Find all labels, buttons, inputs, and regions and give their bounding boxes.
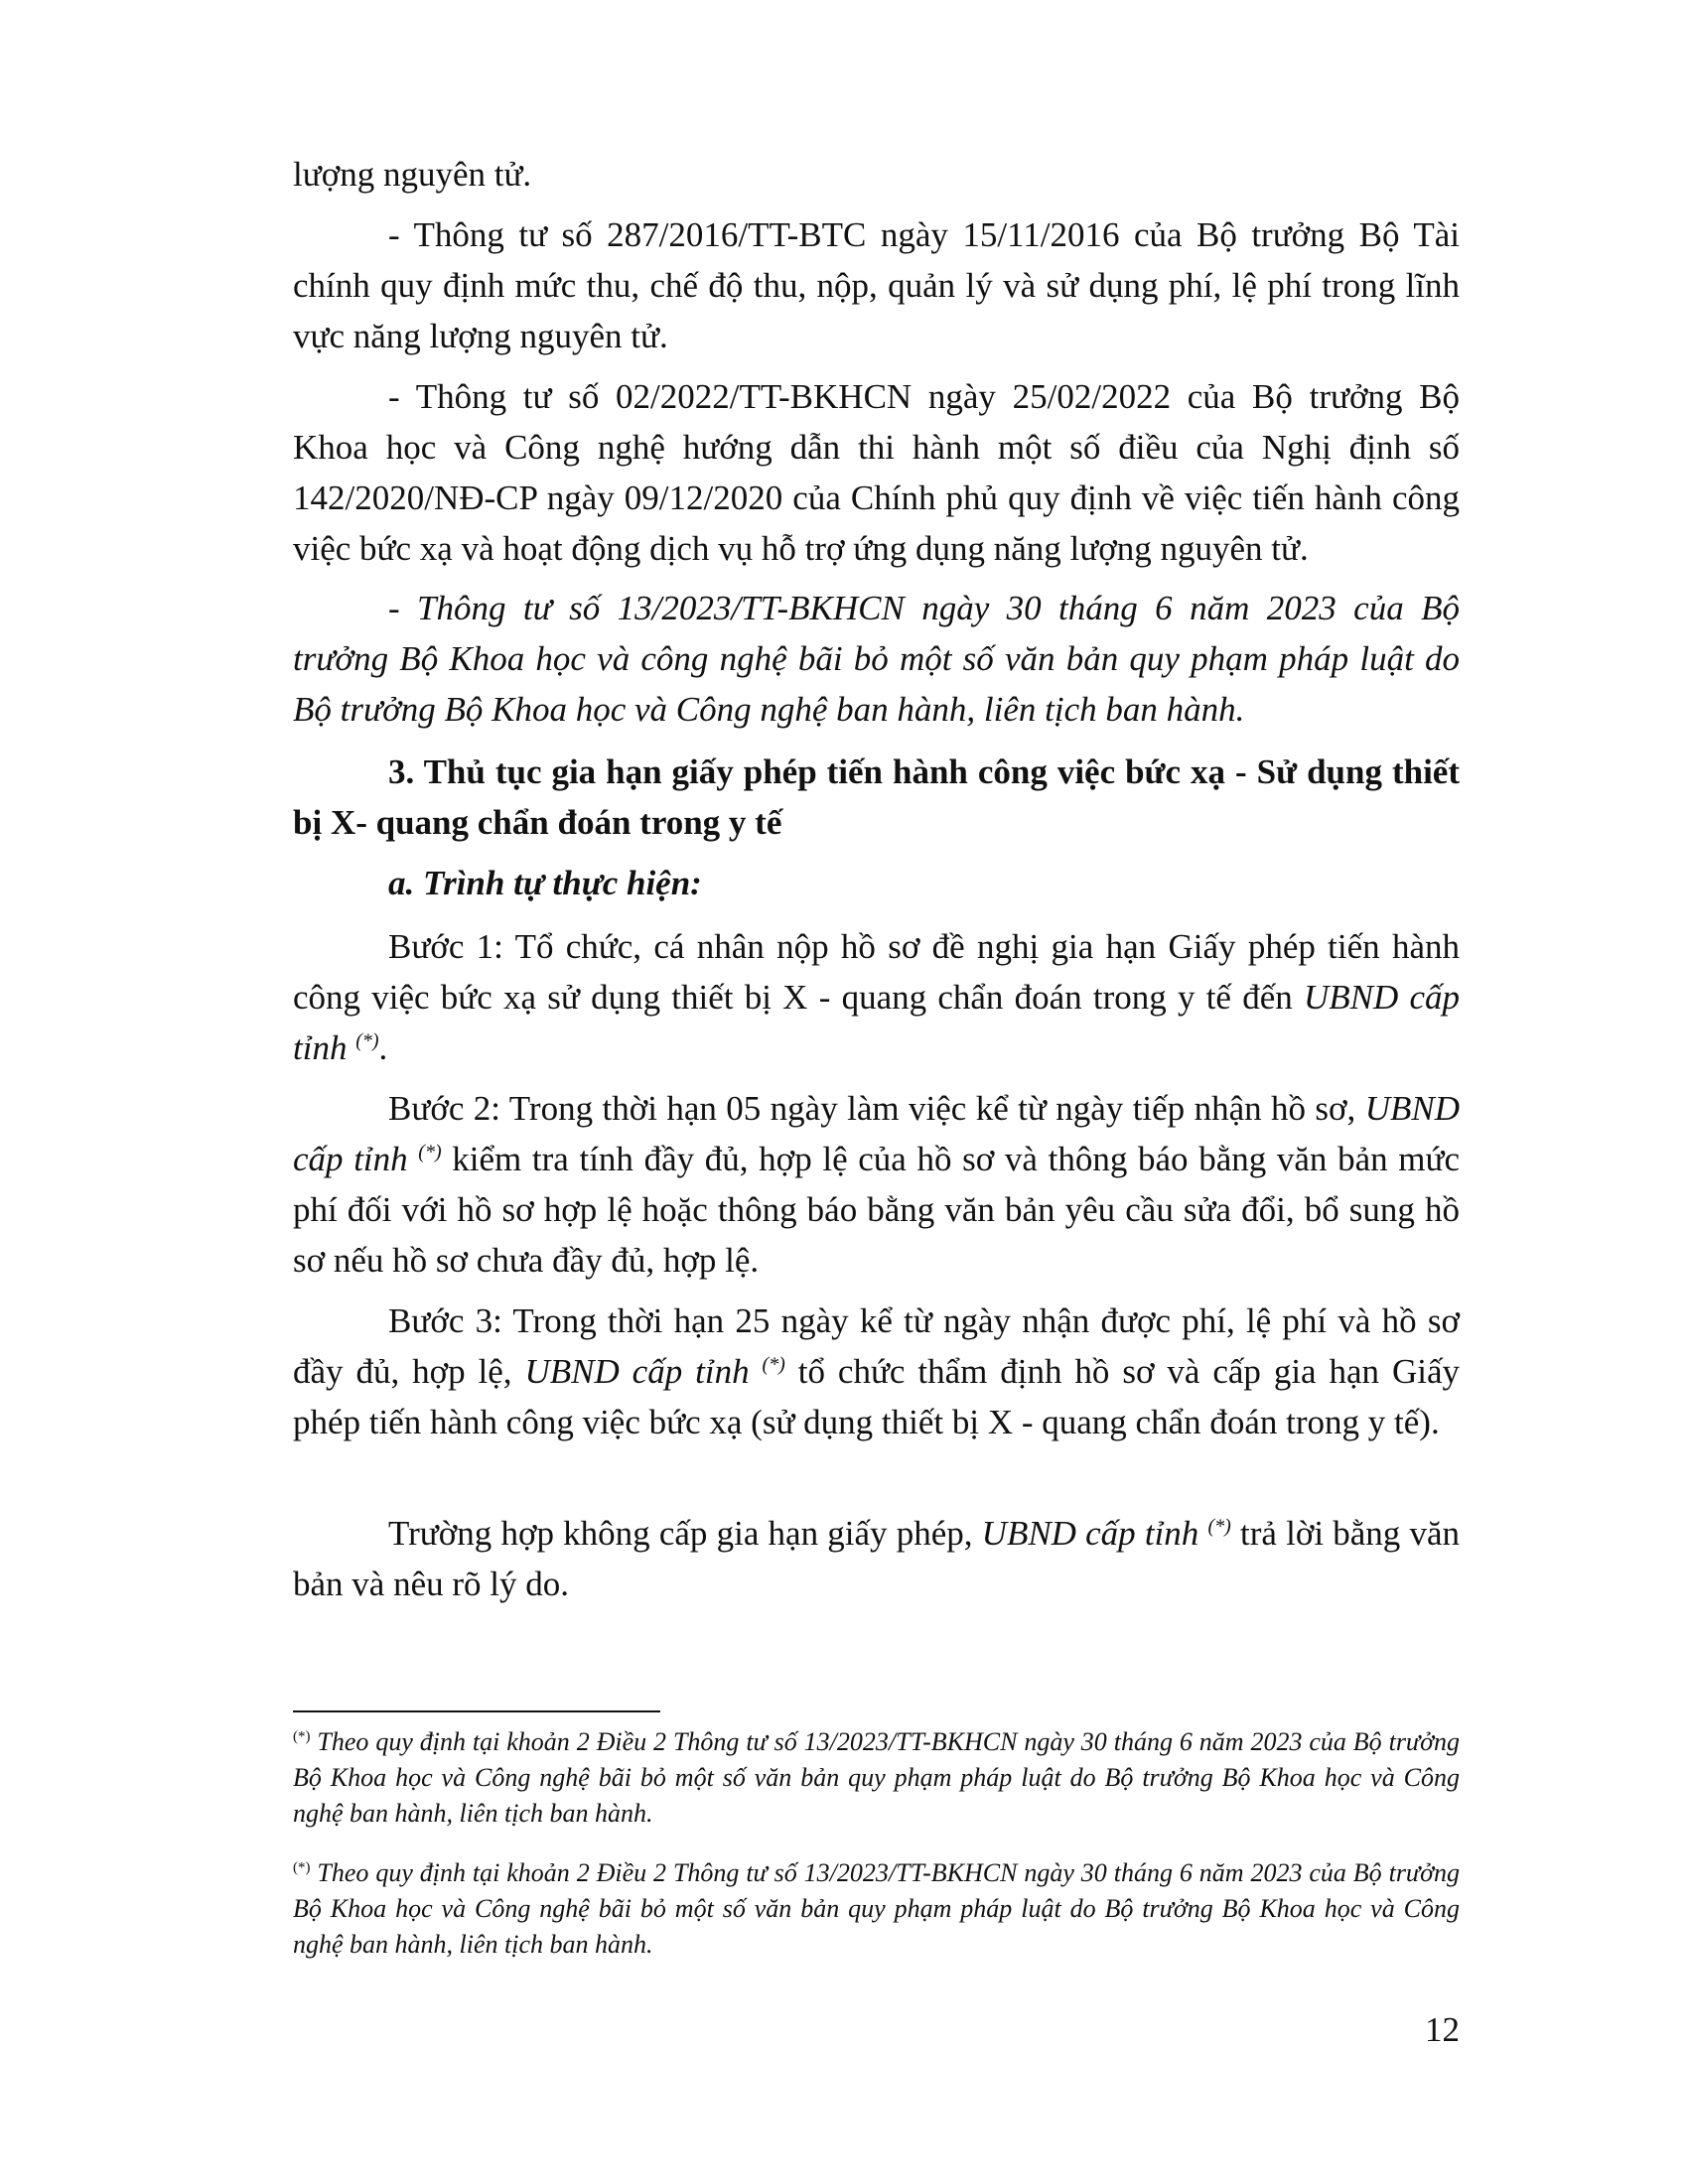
step-1-end: .: [378, 1028, 388, 1067]
refusal-authority: UBND cấp tỉnh: [981, 1514, 1199, 1553]
section-heading: 3. Thủ tục gia hạn giấy phép tiến hành công việc bức xạ - Sử dụng thiết bị X- quang chẩn đoán trong y tế: [293, 752, 1460, 842]
step-2-text: Bước 2: Trong thời hạn 05 ngày làm việc kể từ ngày tiếp nhận hồ sơ,: [388, 1089, 1365, 1128]
step-2-ref-mark: (*): [418, 1141, 442, 1163]
footnote-1-text: Theo quy định tại khoản 2 Điều 2 Thông tư số 13/2023/TT-BKHCN ngày 30 tháng 6 năm 2023 của Bộ trưởng Bộ Khoa học và Công nghệ bãi bỏ một số văn bản quy phạm pháp luật do Bộ trưởng Bộ Khoa học và Công nghệ ban hành, liên tịch ban hành.: [293, 1727, 1460, 1828]
step-1-paragraph: [293, 921, 1460, 1073]
step-2-end: kiểm tra tính đầy đủ, hợp lệ của hồ sơ và thông báo bằng văn bản mức phí đối với hồ sơ hợp lệ hoặc thông báo bằng văn bản yêu cầu sửa đổi, bổ sung hồ sơ nếu hồ sơ chưa đầy đủ, hợp lệ.: [293, 1140, 1460, 1280]
footnote-2-text: Theo quy định tại khoản 2 Điều 2 Thông tư số 13/2023/TT-BKHCN ngày 30 tháng 6 năm 2023 của Bộ trưởng Bộ Khoa học và Công nghệ bãi bỏ một số văn bản quy phạm pháp luật do Bộ trưởng Bộ Khoa học và Công nghệ ban hành, liên tịch ban hành.: [293, 1858, 1460, 1959]
step-2-paragraph: [293, 1083, 1460, 1286]
paragraph-circular-287: - Thông tư số 287/2016/TT-BTC ngày 15/11/2016 của Bộ trưởng Bộ Tài chính quy định mức thu, chế độ thu, nộp, quản lý và sử dụng phí, lệ phí trong lĩnh vực năng lượng nguyên tử.: [293, 215, 1460, 355]
step-3-authority: UBND cấp tỉnh: [524, 1352, 750, 1391]
subsection-heading: a. Trình tự thực hiện:: [388, 864, 702, 902]
footnote-separator: [293, 1710, 660, 1712]
step-1-authority: UBND cấp tỉnh: [293, 978, 1461, 1067]
paragraph-circular-02: - Thông tư số 02/2022/TT-BKHCN ngày 25/02/2022 của Bộ trưởng Bộ Khoa học và Công nghệ hướng dẫn thi hành một số điều của Nghị định số 142/2020/NĐ-CP ngày 09/12/2020 của Chính phủ quy định về việc tiến hành công việc bức xạ và hoạt động dịch vụ hỗ trợ ứng dụng năng lượng nguyên tử.: [293, 377, 1460, 568]
refusal-end: trả lời bằng văn bản và nêu rõ lý do.: [293, 1514, 1461, 1603]
footnote-1-mark: (*): [293, 1728, 311, 1745]
step-2-authority: UBND cấp tỉnh: [293, 1089, 1460, 1178]
refusal-ref-mark: (*): [1207, 1515, 1231, 1538]
page-number: 12: [1425, 2010, 1460, 2049]
step-3-text: Bước 3: Trong thời hạn 25 ngày kể từ ngày nhận được phí, lệ phí và hồ sơ đầy đủ, hợp lệ,: [293, 1301, 1460, 1391]
refusal-text: Trường hợp không cấp gia hạn giấy phép,: [388, 1514, 982, 1553]
footnote-1: [293, 1724, 1460, 1832]
footnote-2: [293, 1855, 1460, 1963]
refusal-paragraph: [293, 1508, 1460, 1609]
step-3-ref-mark: (*): [762, 1353, 785, 1376]
paragraph-continuation: lượng nguyên tử.: [293, 155, 532, 194]
step-3-end: tổ chức thẩm định hồ sơ và cấp gia hạn Giấy phép tiến hành công việc bức xạ (sử dụng thiết bị X - quang chẩn đoán trong y tế).: [293, 1352, 1460, 1441]
step-1-ref-mark: (*): [355, 1029, 379, 1052]
footnote-2-mark: (*): [293, 1859, 311, 1876]
step-3-paragraph: [293, 1296, 1460, 1447]
paragraph-circular-13: - Thông tư số 13/2023/TT-BKHCN ngày 30 tháng 6 năm 2023 của Bộ trưởng Bộ Khoa học và công nghệ bãi bỏ một số văn bản quy phạm pháp luật do Bộ trưởng Bộ Khoa học và Công nghệ ban hành, liên tịch ban hành.: [293, 589, 1460, 729]
step-1-text: Bước 1: Tổ chức, cá nhân nộp hồ sơ đề nghị gia hạn Giấy phép tiến hành công việc bức xạ sử dụng thiết bị X - quang chẩn đoán trong y tế đến: [293, 927, 1460, 1017]
